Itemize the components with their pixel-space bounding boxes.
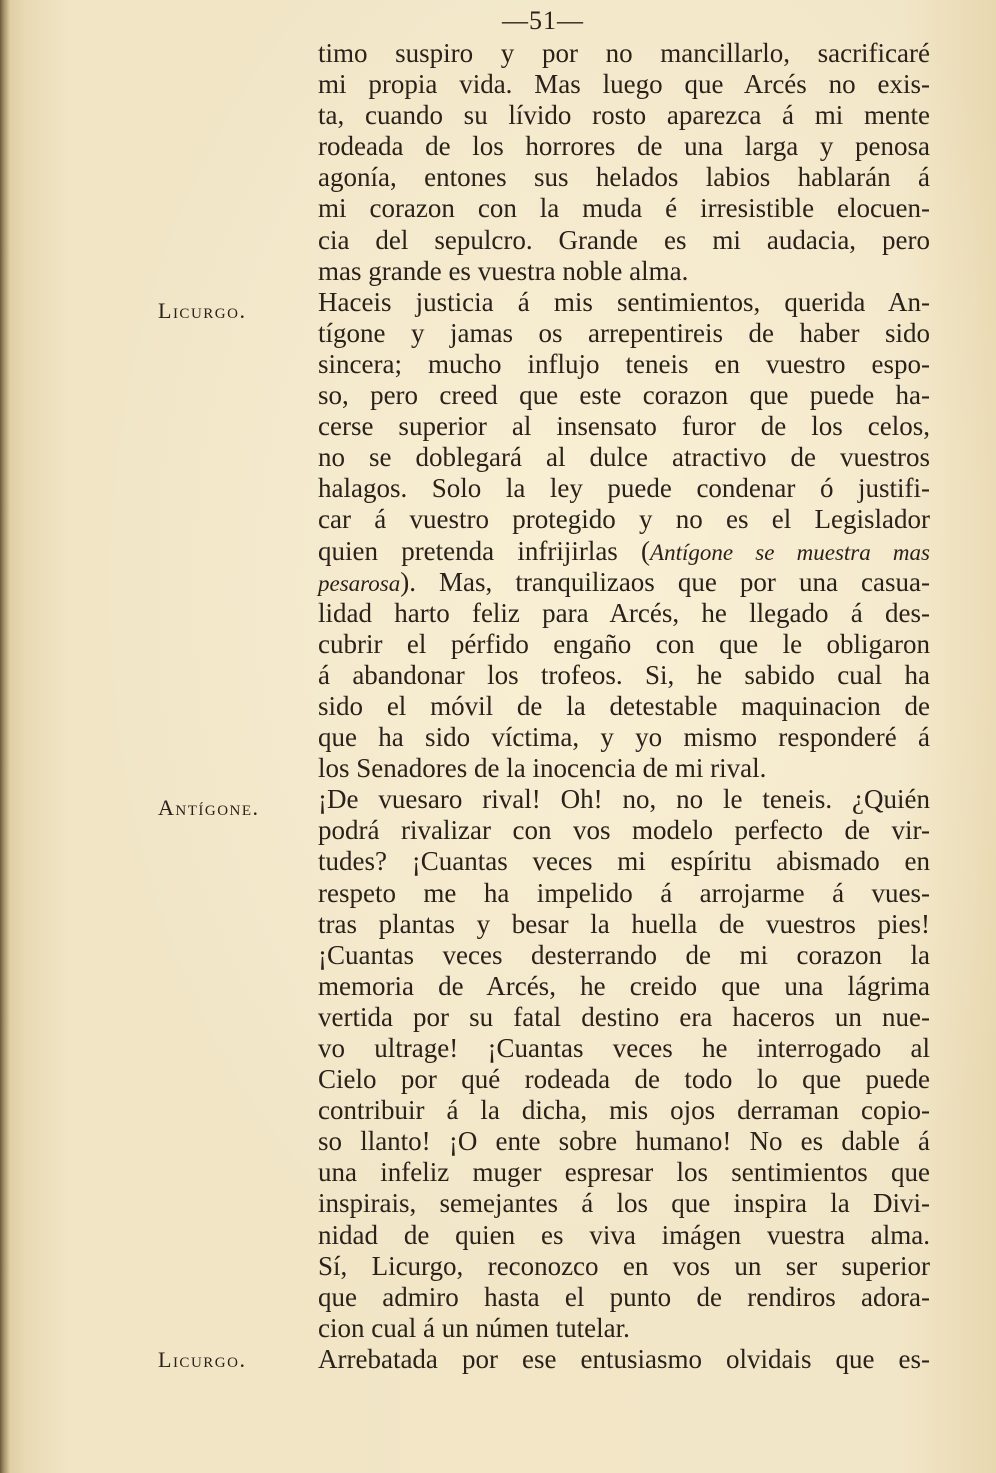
text-line: Sí, Licurgo, reconozco en vos un ser superior — [318, 1250, 930, 1281]
text-line: ¡De vuesaro rival! Oh! no, no le teneis. ¿Quién — [318, 784, 930, 815]
text-line: Arrebatada por ese entusiasmo olvidais que es- — [318, 1343, 930, 1374]
text-line: Cielo por qué rodeada de todo lo que puede — [318, 1064, 930, 1095]
text-line: lidad harto feliz para Arcés, he llegado á des- — [318, 597, 930, 628]
text-line: halagos. Solo la ley puede condenar ó justifi- — [318, 473, 930, 504]
text-line: tras plantas y besar la huella de vuestros pies! — [318, 908, 930, 939]
text-line: memoria de Arcés, he creido que una lágrima — [318, 970, 930, 1001]
text-line: que admiro hasta el punto de rendiros adora- — [318, 1281, 930, 1312]
text-line: vo ultrage! ¡Cuantas veces he interrogado al — [318, 1033, 930, 1063]
text-line-with-stage-direction-end — [318, 567, 930, 598]
text-line: so, pero creed que este corazon que puede ha- — [318, 380, 930, 411]
text-line: respeto me ha impelido á arrojarme á vues- — [318, 877, 930, 908]
speaker-licurgo-2: Licurgo. — [158, 1347, 247, 1372]
text-line: car á vuestro protegido y no es el Legislador — [318, 504, 930, 535]
text-line: podrá rivalizar con vos modelo perfecto de vir- — [318, 815, 930, 846]
text-line: una infeliz muger espresar los sentimientos que — [318, 1157, 930, 1188]
text-line: mi propia vida. Mas luego que Arcés no exis- — [318, 69, 930, 100]
text-line: cion cual á un númen tutelar. — [318, 1312, 630, 1343]
text-fragment: ). Mas, tranquilizaos que por una casua- — [400, 566, 930, 597]
text-line: timo suspiro y por no mancillarlo, sacrificaré — [318, 38, 930, 68]
page-number: —51— — [502, 6, 584, 35]
page-binding-edge — [0, 0, 10, 1473]
text-line-with-stage-direction — [318, 536, 930, 567]
text-line: sincera; mucho influjo teneis en vuestro espo- — [318, 348, 930, 379]
text-line: inspirais, semejantes á los que inspira la Divi- — [318, 1188, 930, 1219]
text-line: tudes? ¡Cuantas veces mi espíritu abismado en — [318, 846, 930, 877]
text-line: so llanto! ¡O ente sobre humano! No es dable á — [318, 1126, 930, 1157]
text-line: no se doblegará al dulce atractivo de vuestros — [318, 442, 930, 473]
text-fragment: quien pretenda infrijirlas ( — [318, 535, 651, 566]
text-line: contribuir á la dicha, mis ojos derraman copio- — [318, 1095, 930, 1126]
text-line: mas grande es vuestra noble alma. — [318, 255, 689, 286]
stage-direction: Antígone se muestra mas — [650, 539, 930, 565]
text-line: Haceis justicia á mis sentimientos, querida An- — [318, 286, 930, 317]
speaker-licurgo-1: Licurgo. — [158, 298, 247, 323]
text-line: ta, cuando su lívido rosto aparezca á mi mente — [318, 100, 930, 131]
speaker-antigone: Antígone. — [158, 795, 260, 820]
text-line: tígone y jamas os arrepentireis de haber sido — [318, 317, 930, 348]
text-line: cerse superior al insensato furor de los celos, — [318, 411, 930, 442]
text-line: ¡Cuantas veces desterrando de mi corazon la — [318, 939, 930, 970]
text-line: agonía, entones sus helados labios hablarán á — [318, 162, 930, 193]
text-line: mi corazon con la muda é irresistible elocuen- — [318, 193, 930, 224]
text-line: sido el móvil de la detestable maquinacion de — [318, 690, 930, 721]
text-line: rodeada de los horrores de una larga y penosa — [318, 131, 930, 162]
text-line: cia del sepulcro. Grande es mi audacia, pero — [318, 224, 930, 255]
body-text — [318, 38, 930, 1375]
text-line: nidad de quien es viva imágen vuestra alma. — [318, 1219, 930, 1250]
text-line: cubrir el pérfido engaño con que le obligaron — [318, 628, 930, 659]
text-line: á abandonar los trofeos. Si, he sabido cual ha — [318, 659, 930, 690]
text-line: los Senadores de la inocencia de mi rival. — [318, 753, 767, 784]
text-line: que ha sido víctima, y yo mismo responderé á — [318, 722, 930, 753]
stage-direction-end: pesarosa — [318, 570, 401, 596]
text-line: vertida por su fatal destino era haceros un nue- — [318, 1001, 930, 1032]
